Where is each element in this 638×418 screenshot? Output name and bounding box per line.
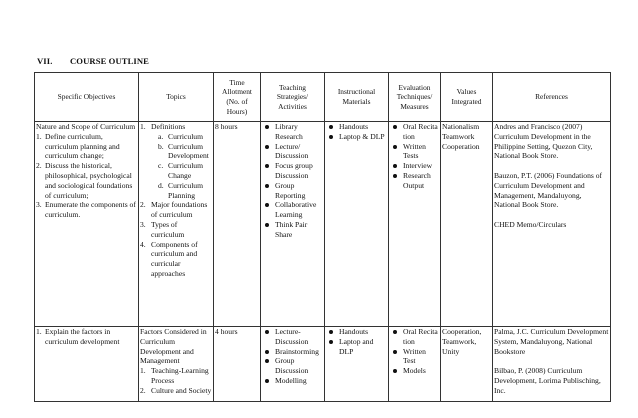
bullet-icon <box>265 125 269 129</box>
list-item: Models <box>390 366 439 376</box>
header-evaluation-techniques: Evaluation Techniques/ Measures <box>389 73 441 122</box>
list-item: Oral Recitation <box>390 327 439 347</box>
materials-cell <box>325 327 389 402</box>
section-heading <box>37 56 149 66</box>
header-specific-objectives: Specific Objectives <box>35 73 139 122</box>
sub-list-item: c. Curriculum Change <box>158 161 204 180</box>
bullet-icon <box>329 340 333 344</box>
sub-list-item: d. Curriculum Planning <box>158 180 204 200</box>
table-row <box>35 122 611 327</box>
bullet-icon <box>265 203 269 207</box>
reference-entry: CHED Memo/Circulars <box>494 219 567 229</box>
list-item: Handouts <box>326 122 387 132</box>
bullet-icon <box>329 135 333 139</box>
list-item: Group Reporting <box>262 181 323 201</box>
strategies-cell <box>261 327 325 402</box>
list-item: Library Research <box>262 122 323 142</box>
list-item: 1. Define curriculum, curriculum planning and curriculum change; <box>36 131 120 161</box>
bullet-icon <box>265 359 269 363</box>
values-cell: Cooperation, Teamwork, Unity <box>441 327 493 402</box>
list-item: Interview <box>390 161 439 171</box>
list-item: Research Output <box>390 171 439 191</box>
time-allotment-cell: 4 hours <box>214 327 261 402</box>
bullet-icon <box>329 125 333 129</box>
bullet-icon <box>393 125 397 129</box>
bullet-icon <box>393 350 397 354</box>
list-item: 1. Explain the factors in curriculum development <box>36 327 120 346</box>
bullet-icon <box>393 369 397 373</box>
bullet-icon <box>393 164 397 168</box>
header-row <box>35 73 611 122</box>
header-teaching-strategies: Teaching Strategies/ Activities <box>261 73 325 122</box>
evaluation-cell <box>389 122 441 327</box>
section-title: COURSE OUTLINE <box>70 56 149 66</box>
header-references: References <box>493 73 611 122</box>
list-item: Focus group Discussion <box>262 161 323 181</box>
objectives-cell <box>35 122 139 327</box>
reference-entry: Bauzon, P.T. (2006) Foundations of Curriculum Development and Management, Mandaluyong, National Book Store. <box>494 170 603 210</box>
list-item: 1. Definitions a. Curriculum b. Curriculum Development c. Curriculum Change d. Curriculum Planning <box>140 122 212 200</box>
references-cell <box>493 327 611 402</box>
list-item: 1. Teaching-Learning Process <box>140 366 209 385</box>
sub-list-item: b. Curriculum Development <box>158 141 209 161</box>
bullet-icon <box>265 223 269 227</box>
bullet-icon <box>393 145 397 149</box>
time-allotment-cell: 8 hours <box>214 122 261 327</box>
reference-entry: Bilbao, P. (2008) Curriculum Development, Lorima Publisching, Inc. <box>494 366 601 395</box>
reference-entry: Palma, J.C. Curriculum Development System, Mandaluyong, National Bookstore <box>494 327 609 356</box>
list-item: Laptop & DLP <box>326 132 387 142</box>
bullet-icon <box>265 350 269 354</box>
topics-cell <box>139 327 214 402</box>
header-topics: Topics <box>139 73 214 122</box>
list-item: 3. Types of curriculum <box>140 219 185 239</box>
list-item: 2. Major foundations of curriculum <box>140 200 208 220</box>
course-outline-table <box>34 72 611 402</box>
list-item: Handouts <box>326 327 387 337</box>
list-item: Laptop and DLP <box>326 337 387 357</box>
reference-entry: Andres and Francisco (2007) Curriculum Development in the Philippine Setting, Quezon City, National Book Store. <box>494 122 593 161</box>
evaluation-cell <box>389 327 441 402</box>
list-item: Lecture/ Discussion <box>262 142 323 162</box>
bullet-icon <box>265 145 269 149</box>
header-time-allotment: Time Allotment (No. of Hours) <box>214 73 261 122</box>
list-item: 2. Discuss the historical, philosophical, psychological and sociological foundations of curriculum; <box>36 161 133 200</box>
list-item: Written Test <box>390 347 439 367</box>
list-item: Brainstorming <box>262 347 323 357</box>
references-cell <box>493 122 611 327</box>
list-item: Modelling <box>262 376 323 386</box>
list-item: 4. Components of curriculum and curricular approaches <box>140 239 198 278</box>
list-item: 2. Culture and Society <box>140 385 212 395</box>
list-item: Lecture-Discussion <box>262 327 323 347</box>
bullet-icon <box>265 164 269 168</box>
bullet-icon <box>265 330 269 334</box>
strategies-cell <box>261 122 325 327</box>
list-item: Group Discussion <box>262 356 323 376</box>
bullet-icon <box>265 379 269 383</box>
header-instructional-materials: Instructional Materials <box>325 73 389 122</box>
topics-cell <box>139 122 214 327</box>
list-item: Collaborative Learning <box>262 200 323 220</box>
header-values-integrated: Values Integrated <box>441 73 493 122</box>
list-item: 3. Enumerate the components of curriculum. <box>36 200 136 220</box>
list-item: Written Tests <box>390 142 439 162</box>
sub-list-item: a. Curriculum <box>158 131 204 141</box>
materials-cell <box>325 122 389 327</box>
list-item: Think Pair Share <box>262 220 323 240</box>
objectives-intro: Nature and Scope of Curriculum <box>36 122 136 131</box>
values-cell: Nationalism Teamwork Cooperation <box>441 122 493 327</box>
objectives-cell <box>35 327 139 402</box>
topics-intro: Factors Considered in Curriculum Development and Management <box>140 327 207 366</box>
bullet-icon <box>329 330 333 334</box>
bullet-icon <box>265 184 269 188</box>
table-row <box>35 327 611 402</box>
section-number: VII. <box>37 56 53 66</box>
list-item: Oral Recitation <box>390 122 439 142</box>
bullet-icon <box>393 330 397 334</box>
bullet-icon <box>393 174 397 178</box>
